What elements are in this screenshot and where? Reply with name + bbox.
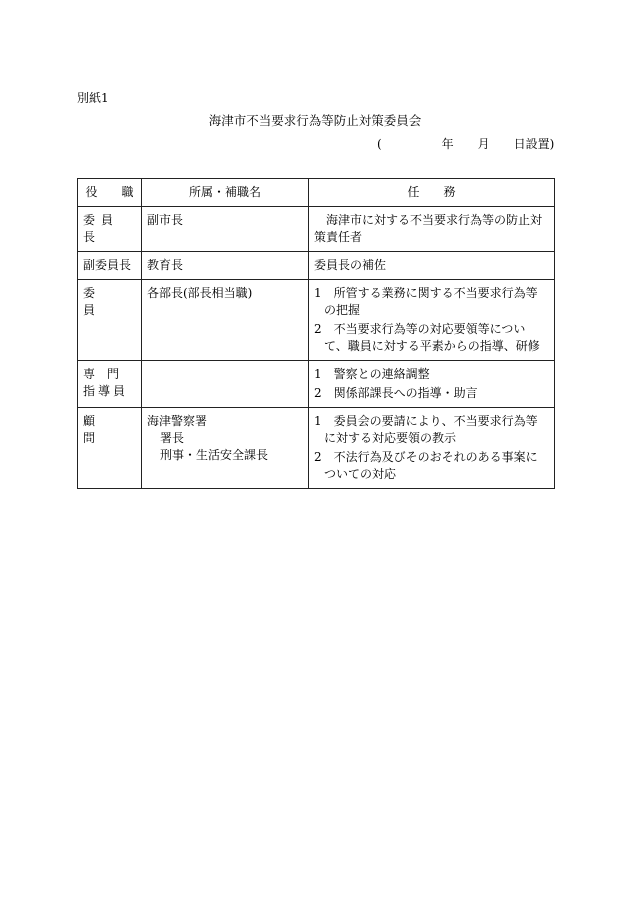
role-cell	[78, 252, 142, 280]
role-cell	[78, 408, 142, 489]
duty-item: 2 不当要求行為等の対応要領等について、職員に対する平素からの指導、研修	[314, 322, 540, 353]
affiliation-cell	[142, 361, 309, 408]
duty-item: 2 不法行為及びそのおそれのある事案についての対応	[314, 450, 538, 481]
role-cell	[78, 280, 142, 361]
role-text: 顧問	[83, 414, 129, 445]
role-cell	[78, 361, 142, 408]
affiliation-line: 刑事・生活安全課長	[160, 448, 269, 462]
duty-item: 2 関係部課長への指導・助言	[314, 386, 478, 400]
duty-item: 1 委員会の要請により、不当要求行為等に対する対応要領の教示	[314, 414, 538, 445]
role-text: 副委員長	[83, 258, 132, 272]
affiliation-line: 各部長(部長相当職)	[147, 286, 253, 300]
table-row	[78, 280, 555, 361]
duty-text: 海津市に対する不当要求行為等の防止対策責任者	[314, 213, 543, 244]
affiliation-line: 教育長	[147, 258, 184, 272]
header-affiliation: 所属・補職名	[142, 179, 309, 207]
role-text: 委員	[83, 286, 129, 317]
duty-item: 1 所管する業務に関する不当要求行為等の把握	[314, 286, 538, 317]
affiliation-line: 署長	[160, 431, 185, 445]
role-text: 委員長	[83, 213, 120, 244]
table-row	[78, 207, 555, 252]
affiliation-cell	[142, 252, 309, 280]
duties-cell	[309, 280, 555, 361]
affiliation-cell	[142, 280, 309, 361]
role-cell	[78, 207, 142, 252]
established-date: ( 年 月 日設置)	[377, 137, 555, 151]
role-text-line-2: 指導員	[83, 384, 129, 398]
header-duties: 任 務	[309, 179, 555, 207]
duty-text: 委員長の補佐	[314, 258, 387, 272]
affiliation-cell	[142, 207, 309, 252]
duties-cell	[309, 408, 555, 489]
duties-cell	[309, 361, 555, 408]
attachment-label: 別紙1	[77, 91, 109, 105]
duties-cell	[309, 252, 555, 280]
table-row	[78, 408, 555, 489]
affiliation-line: 海津警察署	[147, 414, 208, 428]
affiliation-line: 副市長	[147, 213, 184, 227]
affiliation-cell	[142, 408, 309, 489]
committee-table	[77, 178, 555, 489]
table-row	[78, 361, 555, 408]
header-role: 役 職	[78, 179, 142, 207]
table-row	[78, 252, 555, 280]
document-title: 海津市不当要求行為等防止対策委員会	[208, 113, 422, 128]
duty-item: 1 警察との連絡調整	[314, 367, 430, 381]
duties-cell	[309, 207, 555, 252]
role-text-line-1: 専 門	[83, 367, 120, 381]
table-header-row	[78, 179, 555, 207]
